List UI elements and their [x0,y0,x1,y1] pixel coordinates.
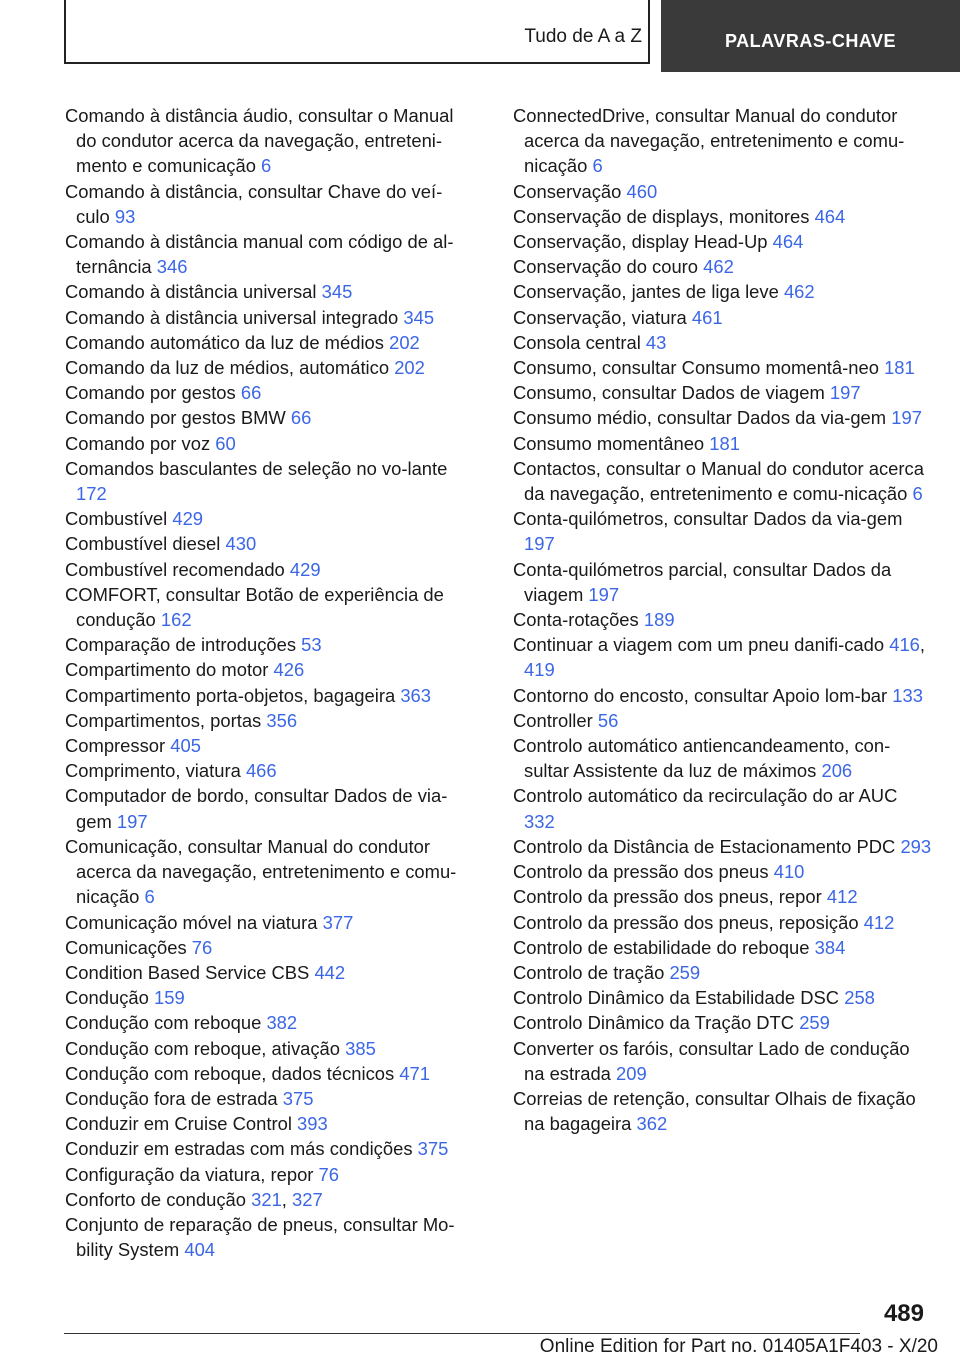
index-entry-text: COMFORT, consultar Botão de experiência de condução [65,583,444,631]
header-chapter-label: PALAVRAS-CHAVE [724,30,896,51]
index-entry [513,607,933,632]
index-entry-text: Consola central [513,331,641,353]
index-entry [65,1111,475,1136]
page-reference-link[interactable]: 362 [636,1113,668,1135]
page-reference-link[interactable]: 462 [783,281,815,303]
index-entry-text: Combustível [65,508,168,530]
index-entry [513,683,933,708]
page-reference-link[interactable]: 6 [592,155,603,177]
page-reference-link[interactable]: 197 [891,407,922,429]
page-reference-link[interactable]: 356 [266,709,298,731]
index-entry-text: Condução com reboque, dados técnicos [65,1062,395,1084]
page-reference-link[interactable]: 172 [76,483,107,505]
index-entry-text: Conforto de condução [65,1188,246,1210]
index-entry [65,405,475,430]
page-reference-link[interactable]: 464 [814,205,846,227]
index-entry-text: Comando à distância universal [65,281,317,303]
index-column-left [65,103,475,1262]
page-reference-link[interactable]: 429 [172,508,204,530]
index-entry-text: Controlo de tração [513,961,665,983]
header-rule-left [64,0,66,64]
index-entry-text: Controlo da pressão dos pneus, repor [513,886,822,908]
page-reference-link[interactable]: 189 [643,609,675,631]
page-reference-link[interactable]: 56 [597,709,619,731]
index-entry [513,783,933,833]
index-entry [513,179,933,204]
index-entry [513,431,933,456]
page-reference-link[interactable]: 429 [289,558,321,580]
index-entry [65,1162,475,1187]
index-entry-text: Configuração da viatura, repor [65,1163,314,1185]
index-entry-text: Comprimento, viatura [65,760,241,782]
index-entry-text: Comandos basculantes de seleção no vo-lante [65,457,448,479]
page-reference-link[interactable]: 66 [240,382,262,404]
page-reference-link[interactable]: 404 [184,1239,216,1261]
page-reference-link[interactable]: 258 [844,987,875,1009]
index-entry-text: Contactos, consultar o Manual do condutor acerca da navegação, entretenimento e comu-nicação [513,457,924,505]
index-entry [65,657,475,682]
index-entry-text: Comando da luz de médios, automático [65,357,390,379]
page-reference-link[interactable]: 206 [821,760,853,782]
index-entry [513,506,933,556]
index-entry [65,708,475,733]
index-entry [65,935,475,960]
index-entry-text: Continuar a viagem com um pneu danifi-cado [513,634,885,656]
page-reference-link[interactable]: 363 [400,684,432,706]
index-entry [65,330,475,355]
index-entry-text: Conduzir em Cruise Control [65,1113,292,1135]
index-entry-text: Comunicações [65,936,187,958]
index-entry-text: Conservação, jantes de liga leve [513,281,779,303]
page-reference-link[interactable]: 6 [912,483,923,505]
index-entry [513,859,933,884]
index-entry-text: Conservação [513,180,622,202]
index-entry [65,179,475,229]
index-entry [513,204,933,229]
index-entry-text: Conservação do couro [513,256,699,278]
index-entry-text: Condition Based Service CBS [65,961,310,983]
index-entry [65,279,475,304]
index-entry [65,1212,475,1262]
page-reference-link[interactable]: 76 [191,936,213,958]
index-entry-text: Condução fora de estrada [65,1087,278,1109]
index-column-right [513,103,933,1136]
index-entry: Conforto de condução 321, 327 [65,1188,323,1210]
index-entry [65,582,475,632]
page-reference-link[interactable]: 53 [301,634,322,656]
page-reference-link[interactable]: 382 [266,1012,298,1034]
index-entry [513,380,933,405]
page-reference-link[interactable]: 197 [588,583,620,605]
page-reference-link[interactable]: 209 [616,1062,647,1084]
index-entry [513,279,933,304]
index-entry-text: Compartimento porta-objetos, bagageira [65,684,396,706]
index-entry-text: Conservação de displays, monitores [513,205,810,227]
index-entry-text: Consumo, consultar Dados de viagem [513,382,825,404]
index-entry [65,1036,475,1061]
page-reference-link[interactable]: 202 [389,331,420,353]
page-reference-link[interactable]: 181 [884,357,915,379]
page-reference-link[interactable]: 60 [215,432,236,454]
page-reference-link[interactable]: 426 [273,659,305,681]
index-entry [65,1010,475,1035]
page-reference-link[interactable]: 416 [889,634,920,656]
index-entry [513,1086,933,1136]
page-reference-link[interactable]: 43 [645,331,667,353]
index-entry-text: Comando por gestos [65,382,236,404]
page-reference-link[interactable]: 384 [814,936,846,958]
index-entry [513,708,933,733]
index-entry-text: Controlo Dinâmico da Tração DTC [513,1012,795,1034]
index-entry [65,456,475,506]
index-entry-text: Combustível diesel [65,533,221,555]
index-entry [513,1036,933,1086]
index-entry [513,935,933,960]
index-entry-text: Comando à distância manual com código de al-ternância [65,231,454,278]
index-entry [65,683,475,708]
page-reference-link[interactable]: 259 [799,1012,830,1034]
index-entry-text: Converter os faróis, consultar Lado de condução na estrada [513,1037,910,1084]
index-entry-text: Controlo de estabilidade do reboque [513,936,810,958]
page-reference-link[interactable]: 6 [144,886,155,908]
header-rule-bottom [64,62,650,64]
index-entry [513,330,933,355]
index-entry-text: Controlo da Distância de Estacionamento PDC [513,835,896,857]
index-entry-text: Comando à distância universal integrado [65,306,399,328]
index-entry-text: Comando por gestos BMW [65,407,286,429]
index-entry [65,985,475,1010]
index-entry [513,733,933,783]
index-entry [513,305,933,330]
index-entry [65,103,475,179]
page-reference-link[interactable]: 412 [863,911,895,933]
page-reference-link[interactable]: 293 [900,835,932,857]
index-entry-text: Condução [65,987,149,1009]
index-entry [513,910,933,935]
index-entry-text: Consumo, consultar Consumo momentâ-neo [513,357,879,379]
page-number: 489 [883,1300,924,1327]
index-entry-text: Controlo da pressão dos pneus, reposição [513,911,859,933]
index-entry [513,355,933,380]
index-entry-text: Computador de bordo, consultar Dados de via-gem [65,785,448,832]
index-entry [513,985,933,1010]
page-reference-link[interactable]: 346 [156,256,188,278]
page-reference-link[interactable]: 412 [826,886,858,908]
page-reference-link[interactable]: 133 [892,684,923,706]
index-entry [513,834,933,859]
index-entry-text: Consumo médio, consultar Dados da via-gem [513,407,887,429]
index-entry [65,557,475,582]
index-entry [513,960,933,985]
page-reference-link[interactable]: 393 [297,1113,328,1135]
index-entry [65,355,475,380]
index-entry-text: Conjunto de reparação de pneus, consultar Mo-bility System [65,1213,455,1261]
page-reference-link[interactable]: 202 [394,357,425,379]
page-reference-link[interactable]: 419 [524,659,555,681]
index-entry [65,758,475,783]
page-reference-link[interactable]: 181 [709,432,740,454]
index-entry-text: Contorno do encosto, consultar Apoio lom-bar [513,684,888,706]
page-reference-link[interactable]: 321 [251,1188,282,1210]
page-reference-link[interactable]: 197 [524,533,555,555]
footer-rule [64,1333,860,1334]
header-chapter-tab [661,0,960,72]
index-entry [65,733,475,758]
page-reference-link[interactable]: 405 [170,735,201,757]
header-section-title: Tudo de A a Z [524,26,642,47]
page-reference-link[interactable]: 197 [116,810,148,832]
page-reference-link[interactable]: 461 [691,306,723,328]
index-entry-text: Comparação de introduções [65,634,297,656]
index-entry-text: Comando por voz [65,432,211,454]
index-entry [513,884,933,909]
index-entry-text: Comando à distância áudio, consultar o Manual do condutor acerca da navegação, entreteni-mento e comunicação [65,105,454,177]
index-entry [65,960,475,985]
page-reference-link[interactable]: 159 [153,987,185,1009]
index-entry [65,1086,475,1111]
index-entry-text: Conta-quilómetros parcial, consultar Dados da viagem [513,558,892,605]
index-entry [65,834,475,910]
index-entry-text: Controlo Dinâmico da Estabilidade DSC [513,987,840,1009]
index-entry-text: Controlo da pressão dos pneus [513,861,769,883]
page-reference-link[interactable]: 410 [773,861,805,883]
page-reference-link[interactable]: 466 [245,760,277,782]
page-reference-link[interactable]: 442 [314,961,346,983]
index-entry [65,783,475,833]
index-entry [65,1061,475,1086]
index-entry-text: Condução com reboque, ativação [65,1037,341,1059]
page-reference-link[interactable]: 464 [772,231,804,253]
index-entry [513,456,933,506]
index-entry [65,380,475,405]
page-reference-link[interactable]: 377 [322,911,354,933]
index-entry [513,405,933,430]
page-reference-link[interactable]: 345 [321,281,353,303]
index-entry [513,557,933,607]
index-entry-text: Combustível recomendado [65,558,285,580]
index-entry-text: Correias de retenção, consultar Olhais de fixação na bagageira [513,1087,916,1135]
index-entry-text: Conservação, viatura [513,306,687,328]
page-reference-link[interactable]: 197 [829,382,861,404]
index-entry-text: Consumo momentâneo [513,432,705,454]
index-entry [513,229,933,254]
page-reference-link[interactable]: 460 [626,180,658,202]
index-entry [65,632,475,657]
index-entry-text: Controlo automático da recirculação do ar AUC [513,785,898,807]
page-reference-link[interactable]: 66 [290,407,312,429]
index-entry [65,910,475,935]
index-entry-text: Conduzir em estradas com más condições [65,1138,413,1160]
index-entry [65,431,475,456]
index-entry-text: Comunicação, consultar Manual do condutor acerca da navegação, entretenimento e comu-nicação [65,835,457,908]
index-entry-text: Comunicação móvel na viatura [65,911,318,933]
index-entry-text: Comando à distância, consultar Chave do veí-culo [65,180,443,227]
page-reference-link[interactable]: 332 [524,810,555,832]
index-entry-text: Condução com reboque [65,1012,262,1034]
index-entry-text: Compartimento do motor [65,659,269,681]
index-entry [513,103,933,179]
index-entry-text: Compressor [65,735,166,757]
page-reference-link[interactable]: 6 [261,155,272,177]
index-entry-text: ConnectedDrive, consultar Manual do condutor acerca da navegação, entretenimento e comu-nicação [513,105,905,177]
index-entry-text: Conta-rotações [513,609,639,631]
page-reference-link[interactable]: 345 [403,306,435,328]
index-entry-text: Controlo automático antiencandeamento, con-sultar Assistente da luz de máximos [513,735,891,782]
index-entry-text: Conta-quilómetros, consultar Dados da via-gem [513,508,903,530]
index-entry [65,229,475,279]
index-entry [65,305,475,330]
index-entry: Continuar a viagem com um pneu danifi-cado 416, 419 [513,634,926,681]
page-reference-link[interactable]: 93 [114,205,136,227]
index-entry [65,506,475,531]
footer-edition: Online Edition for Part no. 01405A1F403 - X/20 [539,1336,938,1357]
page-reference-link[interactable]: 462 [703,256,734,278]
index-entry-text: Compartimentos, portas [65,709,262,731]
page-reference-link[interactable]: 385 [345,1037,376,1059]
index-entry [513,1010,933,1035]
page-reference-link[interactable]: 327 [292,1188,323,1210]
header-rule-divider [648,0,650,64]
index-entry-text: Comando automático da luz de médios [65,331,384,353]
page-reference-link[interactable]: 375 [417,1138,449,1160]
page-reference-link[interactable]: 162 [160,609,192,631]
page-reference-link[interactable]: 259 [669,961,701,983]
index-entry [65,531,475,556]
index-entry-text: Conservação, display Head-Up [513,231,768,253]
page-reference-link[interactable]: 430 [225,533,257,555]
page-reference-link[interactable]: 375 [282,1087,314,1109]
index-entry-text: Controller [513,709,593,731]
page-reference-link[interactable]: 471 [399,1062,431,1084]
index-entry [513,254,933,279]
page-reference-link[interactable]: 76 [318,1163,340,1185]
index-entry [65,1136,475,1161]
